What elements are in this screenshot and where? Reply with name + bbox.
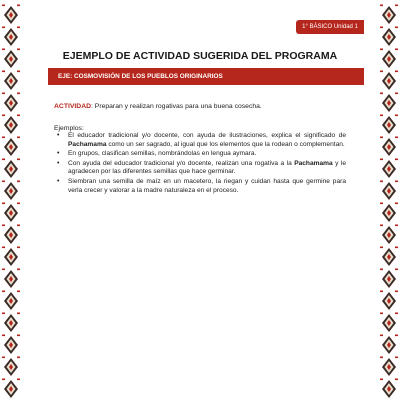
pattern-motif [2,137,20,157]
page-title: EJEMPLO DE ACTIVIDAD SUGERIDA DEL PROGRAMA [62,50,338,62]
pattern-tick [395,269,398,271]
pattern-motif [2,247,20,267]
pattern-tick [380,225,383,227]
activity-label: ACTIVIDAD [54,103,92,110]
pattern-tick [2,93,5,95]
pattern-motif [2,357,20,377]
pattern-motif [380,93,398,113]
pattern-tick [17,27,20,29]
pattern-tick [2,27,5,29]
pattern-motif [2,181,20,201]
pattern-motif [380,291,398,311]
pattern-tick [380,115,383,117]
pattern-tick [380,357,383,359]
pattern-motif [380,335,398,355]
pattern-tick [380,335,383,337]
pattern-tick [380,5,383,7]
pattern-motif [2,49,20,69]
left-decorative-border [0,0,22,400]
pattern-tick [395,203,398,205]
unit-tab: 1° BÁSICO Unidad 1 [296,20,364,34]
pattern-tick [395,181,398,183]
pattern-tick [2,335,5,337]
pattern-tick [2,357,5,359]
pattern-tick [380,247,383,249]
pattern-tick [17,159,20,161]
pattern-motif [380,115,398,135]
pattern-tick [395,71,398,73]
list-item: • En grupos, clasifican semillas, nombrándolas en lengua aymara. [54,150,346,159]
pattern-tick [2,291,5,293]
pattern-tick [17,269,20,271]
pattern-tick [2,181,5,183]
pattern-tick [380,137,383,139]
pattern-tick [380,93,383,95]
pattern-tick [17,247,20,249]
pattern-tick [380,313,383,315]
pattern-tick [2,225,5,227]
pattern-motif [380,313,398,333]
pattern-motif [380,203,398,223]
pattern-tick [395,225,398,227]
pattern-motif [2,313,20,333]
pattern-tick [395,379,398,381]
pattern-motif [2,71,20,91]
pattern-motif [380,71,398,91]
list-item: • Siembran una semilla de maíz en un macetero, la riegan y cuidan hasta que germine para verla crecer y valorar a la madre naturaleza en el proceso. [54,178,346,195]
pattern-tick [395,5,398,7]
pattern-tick [17,49,20,51]
pattern-motif [2,379,20,399]
pattern-tick [17,71,20,73]
pattern-tick [17,137,20,139]
activity-statement [54,102,354,111]
pattern-motif [380,357,398,377]
list-item: • Con ayuda del educador tradicional y/o docente, realizan una rogativa a la Pachamama y le agradecen por las diferentes semillas que hace germinar. [54,160,346,177]
pattern-motif [380,225,398,245]
pattern-tick [2,49,5,51]
examples-list [54,132,346,196]
andean-pattern-left [0,0,22,400]
pattern-tick [395,313,398,315]
pattern-tick [380,71,383,73]
pattern-motif [2,159,20,179]
axis-band: EJE: COSMOVISIÓN DE LOS PUEBLOS ORIGINARIOS [48,68,364,85]
pattern-tick [2,313,5,315]
pattern-tick [17,335,20,337]
pattern-tick [17,313,20,315]
pattern-tick [2,269,5,271]
pattern-motif [380,5,398,25]
pattern-tick [380,159,383,161]
pattern-tick [17,225,20,227]
pattern-tick [2,71,5,73]
pattern-tick [395,115,398,117]
pattern-tick [17,291,20,293]
pattern-tick [380,269,383,271]
pattern-motif [380,269,398,289]
pattern-tick [395,291,398,293]
examples-label: Ejemplos: [54,125,84,132]
right-decorative-border [378,0,400,400]
pattern-tick [380,379,383,381]
pattern-tick [380,49,383,51]
pattern-motif [2,203,20,223]
pattern-tick [2,5,5,7]
pattern-motif [380,49,398,69]
pattern-tick [2,379,5,381]
pattern-tick [395,49,398,51]
pattern-tick [2,137,5,139]
pattern-tick [395,159,398,161]
pattern-motif [2,27,20,47]
pattern-tick [380,27,383,29]
pattern-tick [2,247,5,249]
pattern-tick [2,159,5,161]
pattern-tick [380,203,383,205]
pattern-tick [395,137,398,139]
pattern-tick [2,203,5,205]
pattern-motif [380,27,398,47]
pattern-motif [380,181,398,201]
pattern-tick [17,93,20,95]
pattern-motif [2,269,20,289]
activity-text: : Preparan y realizan rogativas para una buena cosecha. [91,103,262,110]
pattern-motif [2,93,20,113]
pattern-motif [2,225,20,245]
pattern-motif [380,247,398,267]
pattern-motif [380,137,398,157]
pattern-tick [395,247,398,249]
pattern-motif [2,291,20,311]
pattern-tick [17,181,20,183]
pattern-motif [2,5,20,25]
pattern-tick [395,27,398,29]
pattern-tick [380,181,383,183]
list-item: • El educador tradicional y/o docente, con ayuda de ilustraciones, explica el significado de Pachamama como un ser sagrado, al igual que los elementos que la rodean o complementan. [54,132,346,149]
pattern-tick [17,379,20,381]
pattern-tick [17,357,20,359]
pattern-tick [2,115,5,117]
pattern-motif [2,335,20,355]
pattern-tick [380,291,383,293]
pattern-tick [17,203,20,205]
pattern-tick [17,115,20,117]
pattern-tick [395,357,398,359]
pattern-tick [17,5,20,7]
pattern-tick [395,93,398,95]
pattern-tick [395,335,398,337]
pattern-motif [380,159,398,179]
pattern-motif [380,379,398,399]
andean-pattern-right [378,0,400,400]
pattern-motif [2,115,20,135]
